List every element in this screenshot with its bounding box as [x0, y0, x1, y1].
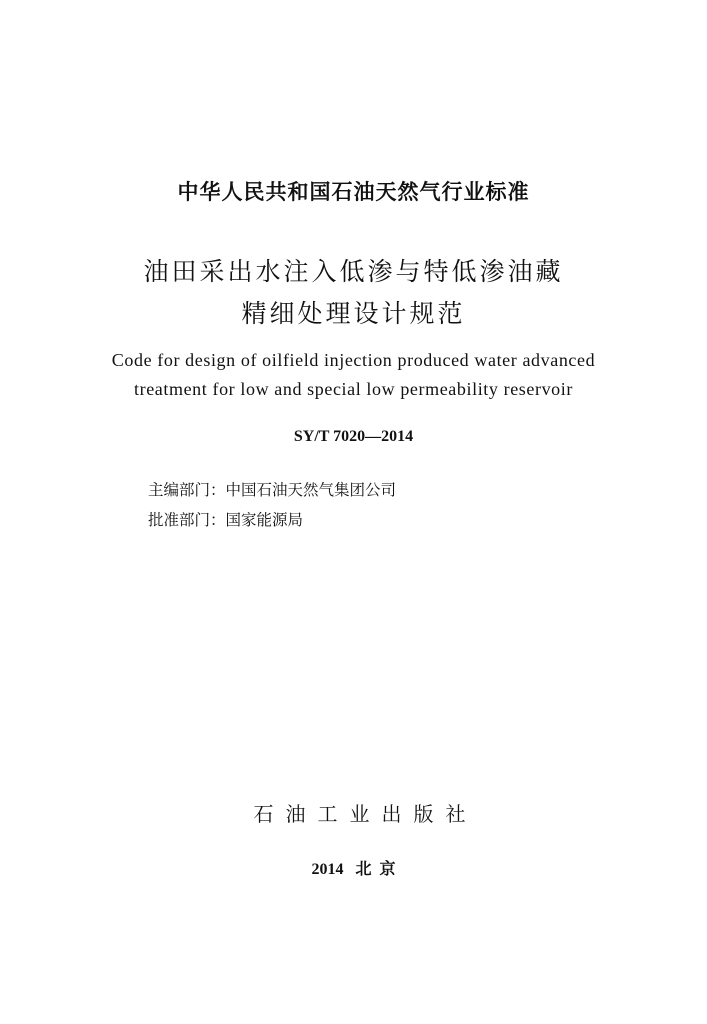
editor-department: 主编部门：中国石油天然气集团公司 [148, 481, 397, 499]
title-english-line-2: treatment for low and special low permeability reservoir [134, 379, 573, 399]
standard-code: SY/T 7020—2014 [293, 428, 414, 445]
title-chinese-line-2: 精细处理设计规范 [241, 299, 466, 328]
approval-department: 批准部门：国家能源局 [148, 511, 304, 529]
title-english-line-1: Code for design of oilfield injection produced water advanced [111, 350, 596, 370]
standard-category: 中华人民共和国石油天然气行业标准 [177, 180, 530, 204]
publication-place-year [0, 856, 707, 879]
publisher: 石油工业出版社 [253, 802, 478, 826]
publication-place-text: 2014 北 京 [311, 861, 396, 878]
title-chinese-line-1: 油田采出水注入低渗与特低渗油藏 [143, 257, 564, 286]
